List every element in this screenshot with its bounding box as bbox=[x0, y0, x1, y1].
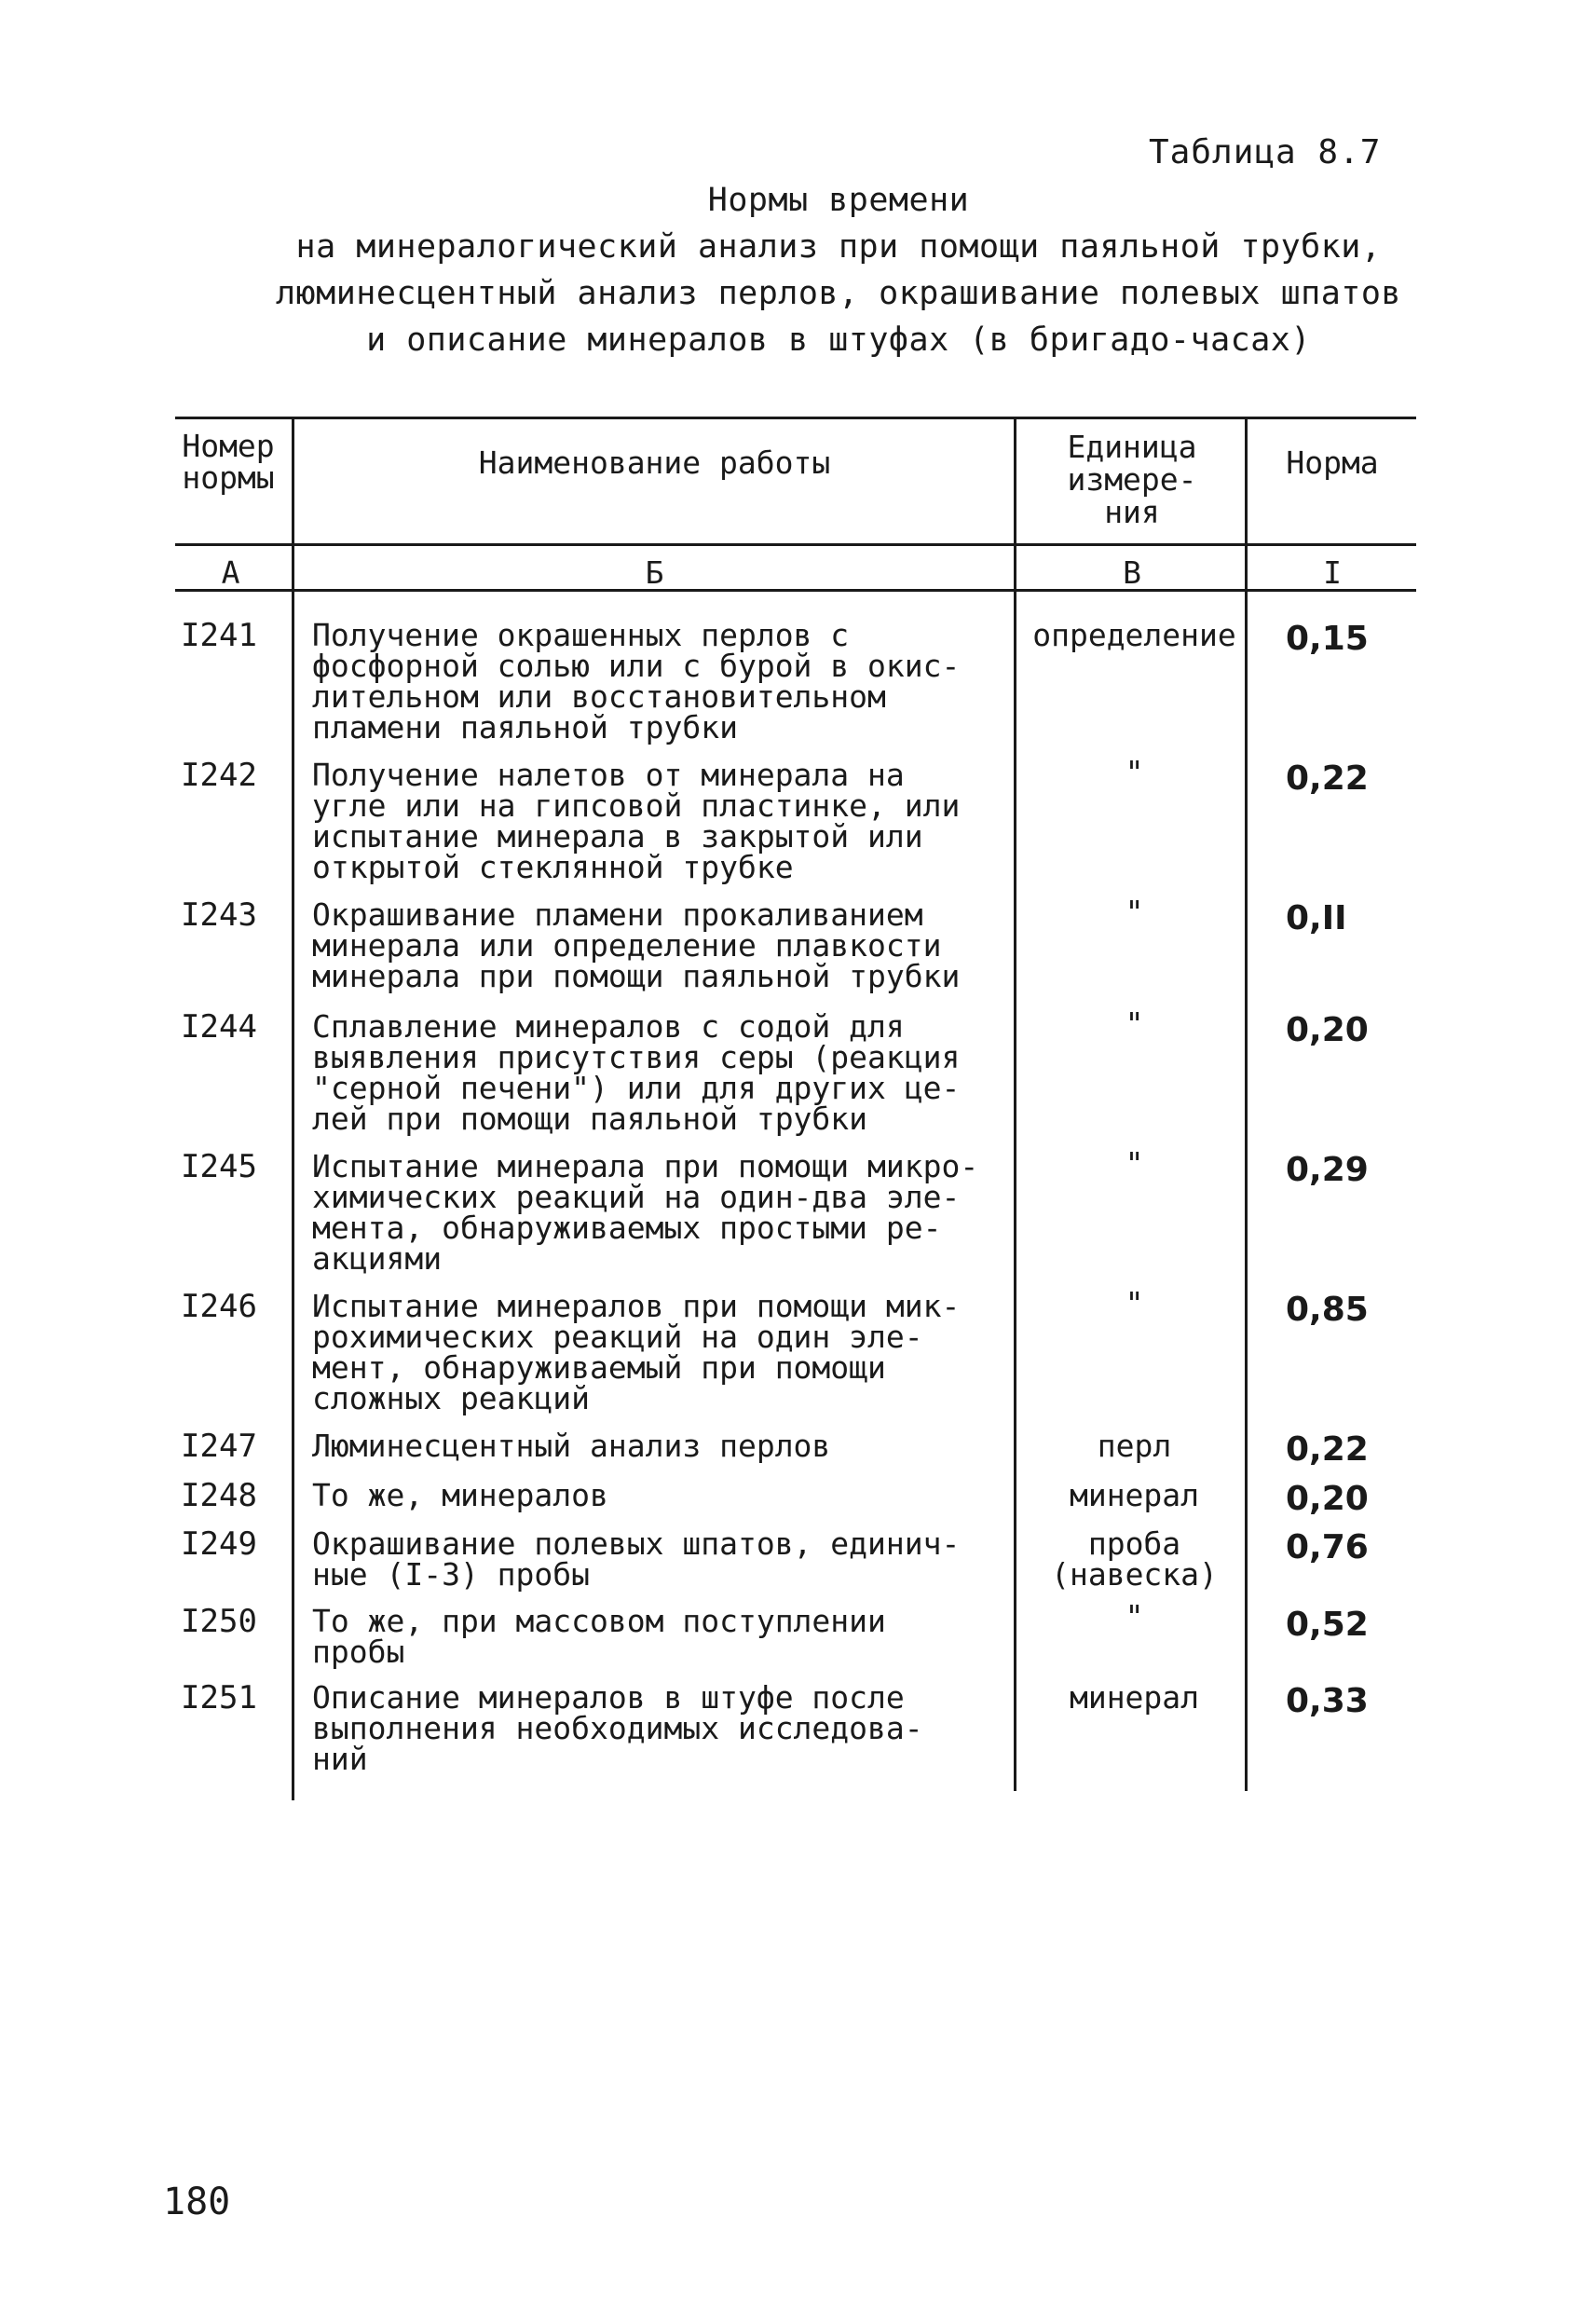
header-bottom-rule bbox=[175, 543, 1416, 546]
work-name: Люминесцентный анализ перлов bbox=[312, 1428, 831, 1464]
norm-number: I245 bbox=[181, 1148, 257, 1185]
unit-of-measure: " bbox=[1125, 1598, 1144, 1634]
title-line-3: люминесцентный анализ перлов, окрашивание полевых шпатов bbox=[275, 275, 1402, 312]
unit-of-measure: минерал bbox=[1069, 1679, 1200, 1716]
norm-number: I241 bbox=[181, 617, 257, 654]
norm-number: I249 bbox=[181, 1525, 257, 1563]
norm-number: I247 bbox=[181, 1428, 257, 1465]
norm-value: 0,20 bbox=[1286, 1480, 1369, 1518]
norm-number: I250 bbox=[181, 1603, 257, 1640]
unit-of-measure: минерал bbox=[1069, 1477, 1200, 1513]
column-divider-2 bbox=[1014, 417, 1016, 1791]
norm-value: 0,76 bbox=[1286, 1528, 1369, 1566]
norm-value: 0,15 bbox=[1286, 620, 1369, 658]
unit-of-measure: определение bbox=[1032, 617, 1236, 653]
header-work: Наименование работы bbox=[478, 444, 831, 481]
unit-of-measure: " bbox=[1125, 1285, 1144, 1321]
norm-value: 0,85 bbox=[1286, 1291, 1369, 1329]
unit-of-measure: " bbox=[1125, 894, 1144, 930]
column-letter-v: В bbox=[1123, 554, 1141, 591]
page-number: 180 bbox=[163, 2181, 231, 2223]
work-name: Сплавление минералов с содой для выявления присутствия серы (реакция "серной печени") или для других це- лей при помощи паяльной трубки bbox=[312, 1008, 961, 1137]
work-name: Окрашивание полевых шпатов, единич- ные (I-3) пробы bbox=[312, 1525, 961, 1593]
unit-of-measure: проба (навеска) bbox=[1051, 1525, 1218, 1593]
norm-value: 0,29 bbox=[1286, 1151, 1369, 1189]
column-letter-a: А bbox=[221, 554, 240, 591]
norm-value: 0,22 bbox=[1286, 1430, 1369, 1469]
unit-of-measure: " bbox=[1125, 754, 1144, 790]
header-number: Номер нормы bbox=[182, 428, 275, 496]
title-line-1: Нормы времени bbox=[707, 182, 970, 219]
column-letter-i: I bbox=[1323, 554, 1342, 591]
norm-number: I244 bbox=[181, 1008, 257, 1046]
work-name: То же, минералов bbox=[312, 1477, 608, 1513]
title-line-2: на минералогический анализ при помощи паяльной трубки, bbox=[295, 228, 1382, 266]
norm-number: I246 bbox=[181, 1288, 257, 1325]
norm-number: I251 bbox=[181, 1679, 257, 1716]
unit-of-measure: " bbox=[1125, 1145, 1144, 1182]
header-unit: Единица измере- ния bbox=[1067, 429, 1197, 530]
norm-number: I243 bbox=[181, 896, 257, 934]
column-divider-1 bbox=[292, 417, 294, 1800]
work-name: Получение налетов от минерала на угле или на гипсовой пластинке, или испытание минерала в закрытой или открытой стеклянной трубке bbox=[312, 757, 961, 885]
norm-value: 0,33 bbox=[1286, 1682, 1369, 1720]
norm-value: 0,22 bbox=[1286, 759, 1369, 798]
work-name: Испытание минерала при помощи микро- химических реакций на один-два эле- мента, обнаруживаемых простыми ре- акциями bbox=[312, 1148, 979, 1277]
work-name: Испытание минералов при помощи мик- рохимических реакций на один эле- мент, обнаруживаемый при помощи сложных реакций bbox=[312, 1288, 961, 1416]
norm-value: 0,20 bbox=[1286, 1011, 1369, 1049]
work-name: Окрашивание пламени прокаливанием минерала или определение плавкости минерала при помощи паяльной трубки bbox=[312, 896, 961, 994]
unit-of-measure: " bbox=[1125, 1005, 1144, 1042]
norm-value: 0,II bbox=[1286, 899, 1347, 937]
norm-number: I248 bbox=[181, 1477, 257, 1514]
table-label: Таблица 8.7 bbox=[1149, 133, 1382, 171]
header-norm: Норма bbox=[1286, 444, 1379, 481]
column-letter-b: Б bbox=[645, 554, 664, 591]
norm-number: I242 bbox=[181, 757, 257, 794]
title-line-4: и описание минералов в штуфах (в бригадо-часах) bbox=[366, 321, 1311, 359]
work-name: То же, при массовом поступлении пробы bbox=[312, 1603, 886, 1670]
unit-of-measure: перл bbox=[1097, 1428, 1172, 1464]
norm-value: 0,52 bbox=[1286, 1606, 1369, 1644]
work-name: Описание минералов в штуфе после выполнения необходимых исследова- ний bbox=[312, 1679, 923, 1777]
table-top-rule bbox=[175, 417, 1416, 419]
work-name: Получение окрашенных перлов с фосфорной солью или с бурой в окис- лительном или восстановительном пламени паяльной трубки bbox=[312, 617, 961, 745]
